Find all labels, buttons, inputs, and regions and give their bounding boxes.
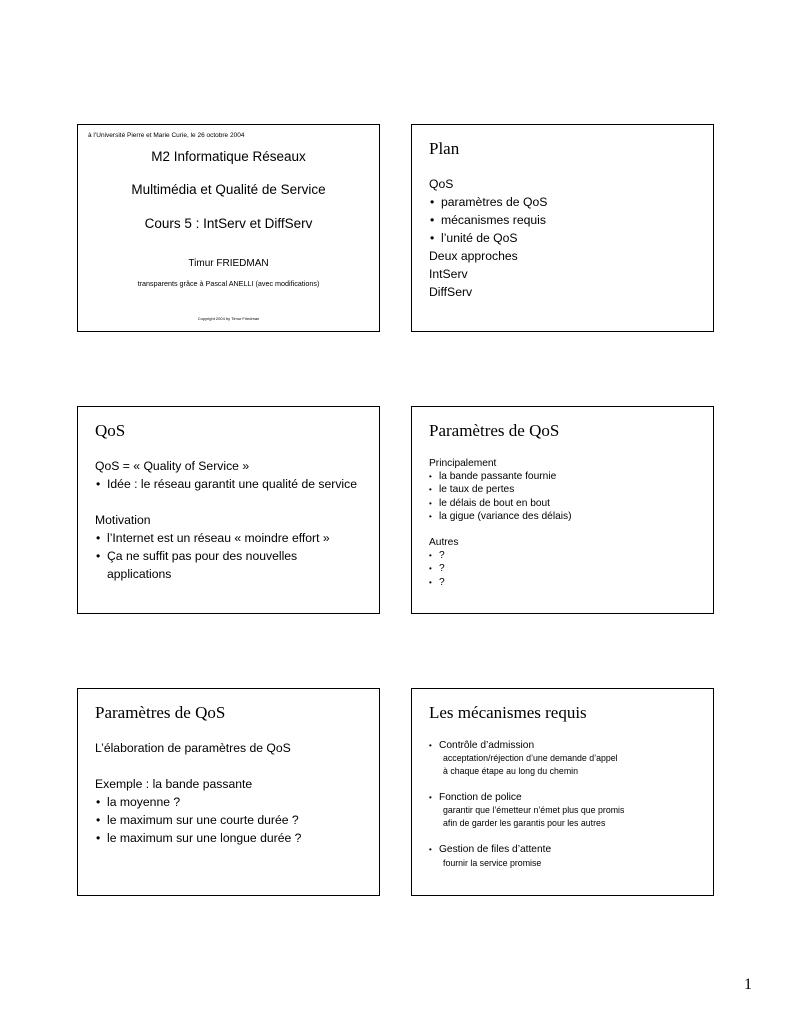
copyright: Copyright 2004 by Timur Friedman: [197, 316, 260, 321]
list-item: • la bande passante fournie: [429, 470, 703, 483]
list-item: • le délais de bout en bout: [429, 497, 703, 510]
list-item: • l’unité de QoS: [429, 229, 703, 247]
list-item: • la gigue (variance des délais): [429, 510, 703, 523]
sub-item: garantir que l’émetteur n’émet plus que promis: [443, 805, 625, 816]
slide-title: Plan: [429, 139, 460, 158]
plan-heading-qos: QoS: [429, 177, 454, 191]
motivation-heading: Motivation: [95, 513, 151, 527]
slide-title: Paramètres de QoS: [429, 421, 560, 440]
credits: transparents grâce à Pascal ANELLI (avec modifications): [137, 279, 320, 288]
list-item: • paramètres de QoS: [429, 193, 703, 211]
others-heading: Autres: [429, 537, 459, 549]
list-item: • Idée : le réseau garantit une qualité de service: [95, 475, 369, 493]
list-item: • Gestion de files d’attente: [429, 843, 703, 856]
list-item: • l’Internet est un réseau « moindre effort »: [95, 529, 369, 547]
list-item: • Ça ne suffit pas pour des nouvelles: [95, 547, 369, 565]
list-item-continuation: applications: [107, 567, 172, 581]
elaboration-intro: L’élaboration de paramètres de QoS: [95, 741, 291, 755]
qos-definition: QoS = « Quality of Service »: [95, 459, 250, 473]
slide-qos: [77, 406, 380, 614]
slide-body: [95, 457, 369, 583]
list-item: • le maximum sur une longue durée ?: [95, 829, 369, 847]
slide-title: QoS: [95, 421, 126, 440]
slide-body: [429, 739, 703, 870]
list-item: • le maximum sur une courte durée ?: [95, 811, 369, 829]
slide-qos-parameters-elaboration: [77, 688, 380, 896]
slide-plan: [411, 124, 714, 332]
list-item: • le taux de pertes: [429, 483, 703, 496]
list-item: • ?: [429, 576, 703, 589]
list-item: • Contrôle d’admission: [429, 739, 703, 752]
sub-item: acceptation/réjection d’une demande d’appel: [443, 753, 618, 764]
cover-note: à l’Université Pierre et Marie Curie, le 26 octobre 2004: [88, 132, 245, 139]
slide-title: Paramètres de QoS: [95, 703, 226, 722]
list-item: • la moyenne ?: [95, 793, 369, 811]
course-title: M2 Informatique Réseaux: [151, 149, 306, 164]
sub-item: à chaque étape au long du chemin: [443, 766, 578, 777]
list-item: • ?: [429, 549, 703, 562]
list-item: • Fonction de police: [429, 791, 703, 804]
sub-item: afin de garder les garantis pour les autres: [443, 818, 606, 829]
slide-body: [429, 457, 703, 589]
plan-heading-diffserv: DiffServ: [429, 285, 473, 299]
slide-body: [429, 175, 703, 301]
list-item: • mécanismes requis: [429, 211, 703, 229]
principal-heading: Principalement: [429, 458, 497, 469]
lecture-title: Cours 5 : IntServ et DiffServ: [144, 216, 313, 231]
slide-cover: [77, 124, 380, 332]
page-number: 1: [744, 976, 752, 993]
slide-qos-parameters: [411, 406, 714, 614]
author: Timur FRIEDMAN: [188, 258, 269, 269]
plan-heading-intserv: IntServ: [429, 267, 468, 281]
slide-required-mechanisms: [411, 688, 714, 896]
plan-heading-approaches: Deux approches: [429, 249, 518, 263]
sub-item: fournir la service promise: [443, 857, 542, 868]
slide-title: Les mécanismes requis: [429, 703, 587, 722]
slide-body: [95, 739, 369, 847]
subject-title: Multimédia et Qualité de Service: [131, 182, 326, 197]
example-heading: Exemple : la bande passante: [95, 777, 253, 791]
list-item: • ?: [429, 562, 703, 575]
